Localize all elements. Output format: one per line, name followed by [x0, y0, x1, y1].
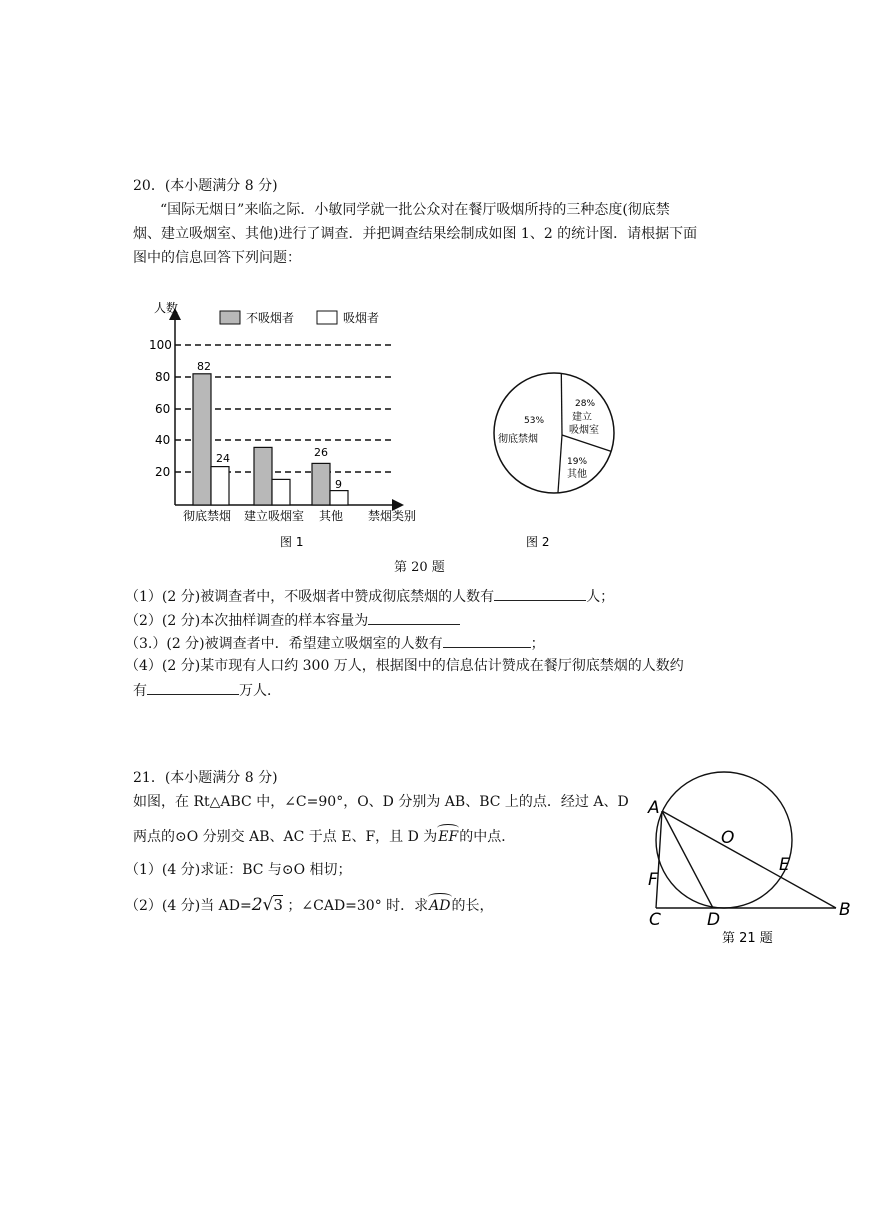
x-axis-label: 禁烟类别 [368, 509, 417, 523]
q21-line2-tail: 的中点． [459, 829, 516, 845]
answer-blank[interactable] [368, 610, 460, 625]
arc-ef: EF [438, 829, 459, 845]
q20-sub2 [125, 610, 460, 631]
q20-sub2-text: （2）(2 分)本次抽样调查的样本容量为 [125, 613, 369, 629]
fig2-caption: 图 2 [526, 535, 550, 549]
point-label-o: O [721, 828, 735, 848]
q20-sub1-tail: 人； [586, 589, 615, 605]
pie-slice-label: 其他 [567, 469, 587, 480]
y-tick-label: 100 [149, 338, 172, 352]
point-label-f: F [648, 870, 658, 890]
q21-figure-caption: 第 21 题 [722, 931, 773, 946]
radicand: 3 [273, 896, 283, 914]
y-tick-label: 80 [155, 370, 171, 384]
y-axis-label: 人数 [154, 301, 179, 315]
coefficient: 2 [251, 895, 263, 915]
q21-sub2-tail: 的长， [451, 898, 494, 914]
point-label-e: E [779, 855, 790, 875]
data-label: 9 [335, 478, 342, 491]
legend-label-smoker: 吸烟者 [343, 311, 380, 325]
q21-line2-head: 两点的⊙O 分别交 AB、AC 于点 E、F，且 D 为 [133, 829, 438, 845]
pie-chart [490, 370, 630, 555]
q20-sub3 [125, 633, 545, 654]
bar-smoker [272, 479, 290, 505]
y-tick-label: 20 [155, 465, 171, 479]
data-label: 24 [216, 452, 230, 465]
q20-sub1-text: （1）(2 分)被调查者中，不吸烟者中赞成彻底禁烟的人数有 [125, 589, 495, 605]
q21-sub2 [125, 895, 494, 916]
arc-ad: AD [429, 898, 451, 914]
q20-intro-line3: 图中的信息回答下列问题： [133, 250, 301, 266]
q20-intro-line1: “国际无烟日”来临之际．小敏同学就一批公众对在餐厅吸烟所持的三种态度(彻底禁 [160, 202, 670, 218]
point-label-a: A [648, 798, 660, 818]
q21-sub1: （1）(4 分)求证：BC 与⊙O 相切； [125, 862, 352, 878]
legend-label-nonsmoker: 不吸烟者 [246, 311, 295, 325]
legend-swatch-smoker [317, 311, 337, 324]
pie-slice-label-part: 建立 [572, 412, 592, 423]
q21-header: 21．(本小题满分 8 分) [133, 770, 278, 786]
answer-blank[interactable] [147, 680, 239, 695]
geometry-figure [640, 760, 865, 950]
q20-sub3-tail: ； [530, 636, 545, 652]
q21-line2 [133, 827, 515, 847]
answer-blank[interactable] [443, 633, 531, 648]
category-label: 建立吸烟室 [244, 509, 305, 523]
q20-intro-line2: 烟、建立吸烟室、其他)进行了调查．并把调查结果绘制成如图 1、2 的统计图．请根据下面 [133, 226, 698, 242]
q20-sub4-head: 有 [133, 683, 147, 699]
bar-smoker [330, 491, 348, 505]
q21-sub2-head: （2）(4 分)当 AD= [125, 898, 252, 914]
point-label-b: B [839, 900, 851, 920]
category-label: 彻底禁烟 [183, 509, 232, 523]
sqrt-icon: √ [262, 895, 274, 915]
q20-sub4-line2 [133, 680, 281, 701]
pie-slice-label-part: 吸烟室 [569, 425, 599, 436]
q21-line1: 如图，在 Rt△ABC 中，∠C=90°，O、D 分别为 AB、BC 上的点．经过 A、D [133, 794, 629, 810]
pie-slice-label: 彻底禁烟 [498, 434, 538, 445]
bar-nonsmoker [193, 374, 211, 505]
legend-swatch-nonsmoker [220, 311, 240, 324]
answer-blank[interactable] [494, 586, 586, 601]
bar-chart [140, 292, 440, 552]
data-label: 82 [197, 360, 211, 373]
category-label: 其他 [319, 509, 344, 523]
pie-slice-boundary [561, 373, 562, 435]
q20-sub4: （4）(2 分)某市现有人口约 300 万人，根据图中的信息估计赞成在餐厅彻底禁烟的人数约 [125, 658, 684, 674]
q20-sub4-tail: 万人． [239, 683, 281, 699]
point-label-d: D [707, 910, 721, 930]
point-label-c: C [649, 910, 661, 930]
q21-sub2-mid: ；∠CAD=30° 时．求 [287, 898, 429, 914]
bar-nonsmoker [254, 447, 272, 505]
q20-sub1 [125, 586, 614, 607]
data-label: 26 [314, 446, 328, 459]
pie-pct-label: 53% [524, 416, 545, 426]
fig1-caption: 图 1 [280, 535, 304, 549]
q20-sub3-text: （3.）(2 分)被调查者中．希望建立吸烟室的人数有 [125, 636, 443, 652]
y-tick-label: 40 [155, 433, 171, 447]
bar-nonsmoker [312, 463, 330, 505]
pie-pct-label: 28% [575, 399, 596, 409]
q20-header: 20．(本小题满分 8 分) [133, 178, 278, 194]
bar-smoker [211, 467, 229, 505]
y-tick-label: 60 [155, 402, 171, 416]
pie-pct-label: 19% [567, 457, 588, 467]
q20-figure-caption: 第 20 题 [394, 560, 445, 575]
